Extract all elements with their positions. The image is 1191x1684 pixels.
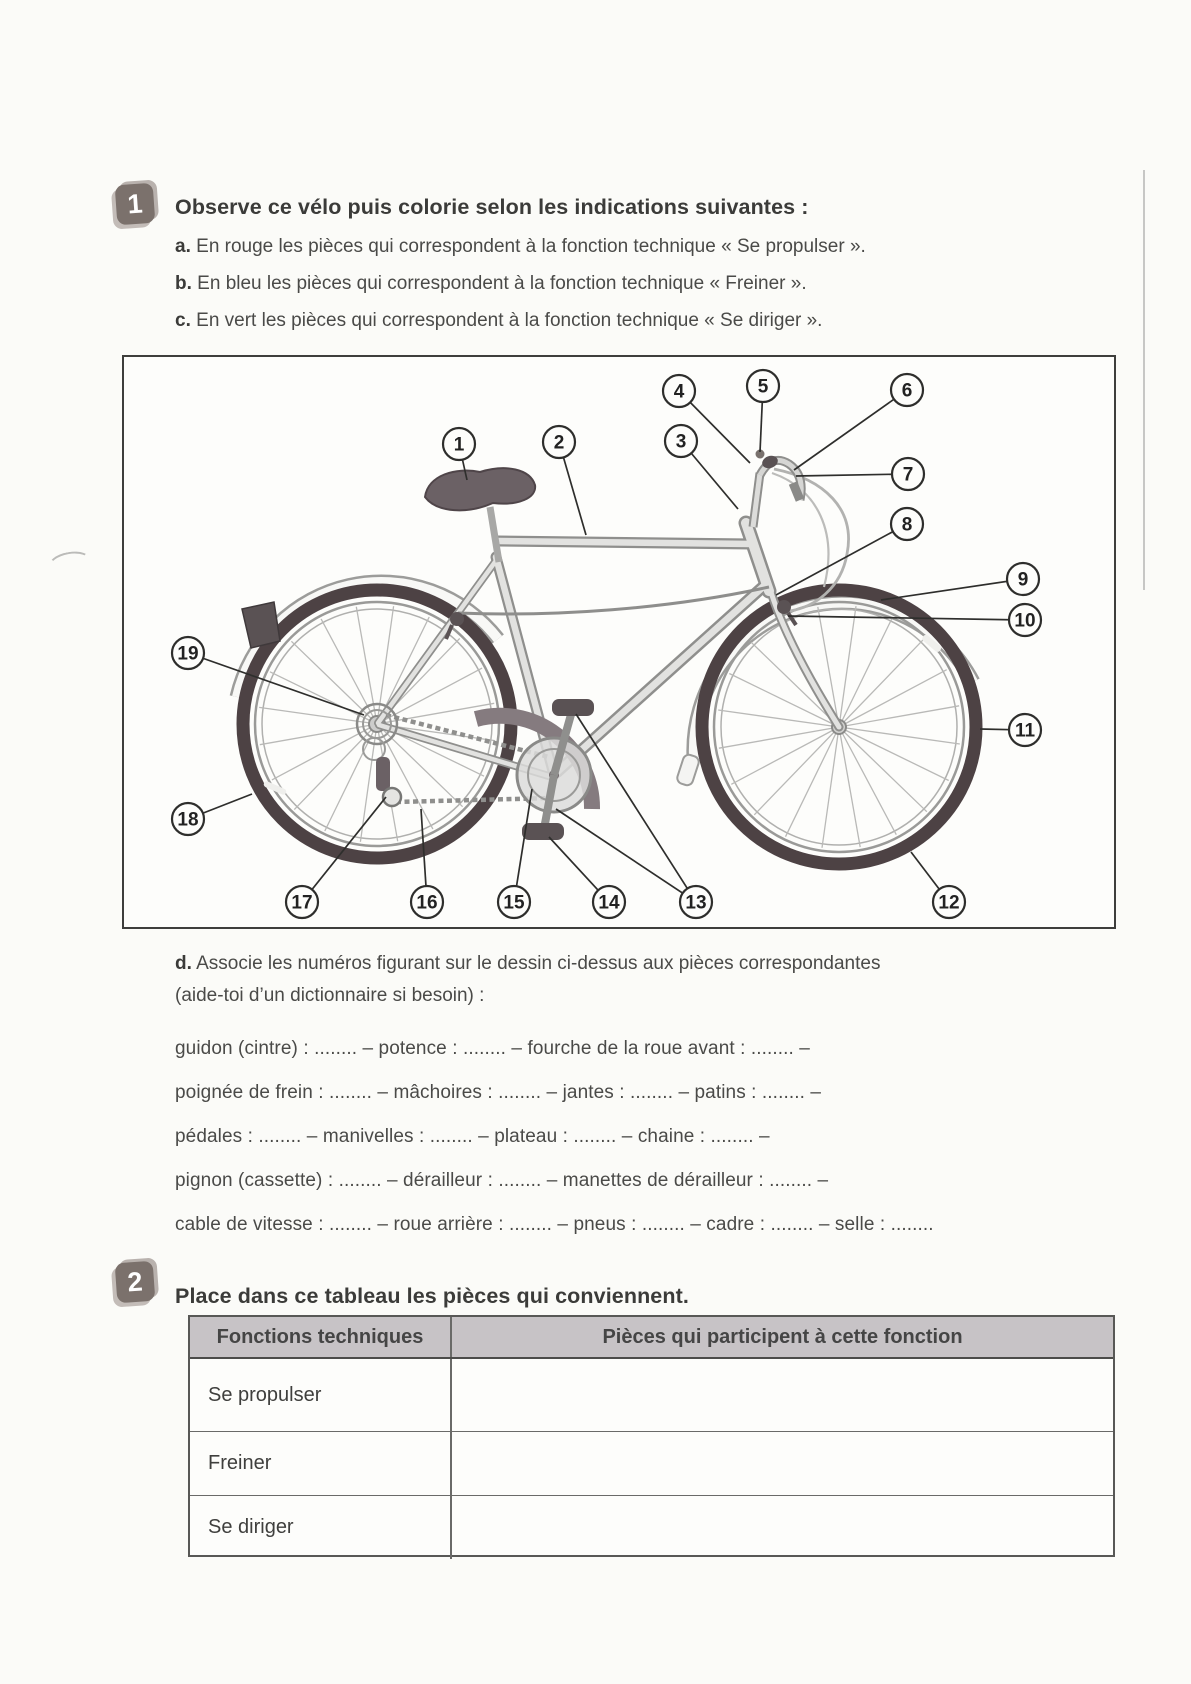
bicycle-diagram-frame <box>122 355 1116 929</box>
exercise-1-badge: 1 <box>115 183 156 226</box>
table-header-fonctions: Fonctions techniques <box>190 1317 452 1357</box>
table-header-row <box>190 1317 1113 1359</box>
row-answer-cell <box>452 1359 1113 1431</box>
callout-number-15: 15 <box>503 892 525 914</box>
callout-number-8: 8 <box>901 514 913 536</box>
callout-number-7: 7 <box>902 464 914 486</box>
callout-number-14: 14 <box>598 892 620 914</box>
callout-number-18: 18 <box>177 809 199 831</box>
instruction-a <box>175 236 866 258</box>
exercise-1-title: Observe ce vélo puis colorie selon les indications suivantes : <box>175 195 809 219</box>
callout-number-9: 9 <box>1017 569 1029 591</box>
callout-number-11: 11 <box>1014 720 1036 742</box>
instruction-c <box>175 310 822 332</box>
callout-number-4: 4 <box>673 381 685 403</box>
row-label-se-diriger: Se diriger <box>190 1496 452 1559</box>
callout-leader-line-13 <box>556 809 696 902</box>
bicycle-diagram <box>124 357 1114 927</box>
rear-reflector <box>242 602 280 648</box>
callout-number-16: 16 <box>416 892 438 914</box>
row-label-se-propulser: Se propulser <box>190 1359 452 1431</box>
pedal-lower <box>522 823 564 840</box>
saddle <box>425 468 535 510</box>
saddle-group <box>425 468 535 562</box>
instruction-b-prefix: b. <box>175 273 192 294</box>
callout-number-2: 2 <box>553 432 565 454</box>
instruction-b <box>175 273 807 295</box>
callout-leader-line-15 <box>514 789 532 902</box>
derailleur <box>376 757 401 806</box>
instruction-c-text: En vert les pièces qui correspondent à la fonction technique « Se diriger ». <box>196 310 823 331</box>
pedal-upper <box>552 699 594 716</box>
blank-line-cable: cable de vitesse : ........ – roue arrière : ........ – pneus : ........ – cadre : ........ – selle : ........ <box>175 1214 934 1235</box>
callout-number-6: 6 <box>901 380 913 402</box>
instruction-a-prefix: a. <box>175 236 191 257</box>
callout-leader-line-6 <box>794 390 907 470</box>
question-d-text2: (aide-toi d’un dictionnaire si besoin) : <box>175 985 485 1006</box>
left-margin-scan-curve <box>46 548 93 579</box>
table-row <box>190 1496 1113 1559</box>
page-edge-scan-line <box>1143 170 1145 590</box>
callout-number-13: 13 <box>685 892 707 914</box>
callout-number-12: 12 <box>938 892 960 914</box>
table-row <box>190 1359 1113 1432</box>
blank-line-poignee: poignée de frein : ........ – mâchoires : ........ – jantes : ........ – patins : ........ – <box>175 1082 822 1103</box>
blank-line-pignon: pignon (cassette) : ........ – dérailleur : ........ – manettes de dérailleur : ........ – <box>175 1170 829 1191</box>
callout-number-5: 5 <box>757 376 769 398</box>
seat-post <box>490 507 499 562</box>
question-d-line1 <box>175 953 880 975</box>
callout-number-3: 3 <box>675 431 687 453</box>
question-d-line2 <box>175 985 484 1007</box>
row-answer-cell <box>452 1432 1113 1495</box>
question-d-prefix: d. <box>175 953 192 974</box>
callout-leader-line-19 <box>188 653 364 715</box>
exercise-2-badge: 2 <box>115 1261 156 1304</box>
callout-number-1: 1 <box>453 434 465 456</box>
callout-leader-line-9 <box>881 579 1023 600</box>
callout-number-19: 19 <box>177 643 199 665</box>
functions-table <box>188 1315 1115 1557</box>
blank-line-guidon: guidon (cintre) : ........ – potence : ........ – fourche de la roue avant : ........ – <box>175 1038 810 1059</box>
instruction-a-text: En rouge les pièces qui correspondent à la fonction technique « Se propulser ». <box>196 236 866 257</box>
callout-number-17: 17 <box>291 892 313 914</box>
callout-number-10: 10 <box>1014 610 1036 632</box>
instruction-c-prefix: c. <box>175 310 191 331</box>
table-header-pieces: Pièces qui participent à cette fonction <box>602 1325 963 1348</box>
blank-line-pedales: pédales : ........ – manivelles : ........ – plateau : ........ – chaine : ........ – <box>175 1126 770 1147</box>
table-row <box>190 1432 1113 1496</box>
exercise-2-title: Place dans ce tableau les pièces qui conviennent. <box>175 1284 689 1308</box>
row-answer-cell <box>452 1496 1113 1559</box>
question-d-text1: Associe les numéros figurant sur le dessin ci-dessus aux pièces correspondantes <box>196 953 881 974</box>
row-label-freiner: Freiner <box>190 1432 452 1495</box>
instruction-b-text: En bleu les pièces qui correspondent à la fonction technique « Freiner ». <box>197 273 807 294</box>
